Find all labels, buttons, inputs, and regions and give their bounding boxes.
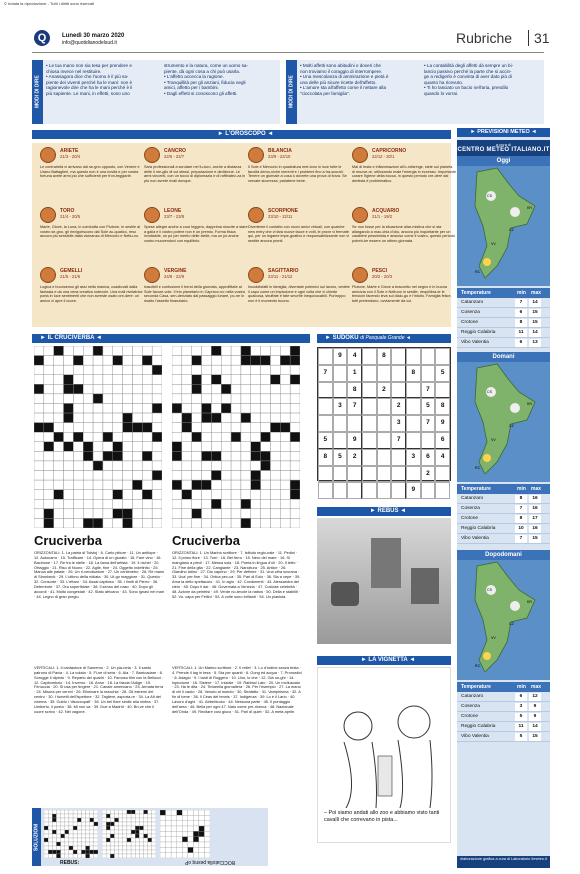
vignetta-title: ► LA VIGNETTA ◄ bbox=[317, 656, 451, 665]
sudoku-cell[interactable] bbox=[362, 348, 377, 365]
sudoku-cell[interactable] bbox=[406, 382, 421, 399]
sudoku-cell[interactable]: 7 bbox=[421, 382, 436, 399]
modi-di-dire-column: strumento e la natura, come un uomo sa- piente, dà ogni cosa a chi può usarla. • L'affetto accecca la ragione. • Tranquillità per gli anziani, fiducia negli amici, affetto per i bambini. • Dagli effetti si conoscono gli affetti. bbox=[164, 63, 249, 96]
sudoku-cell[interactable] bbox=[318, 398, 333, 415]
zodiac-icon bbox=[144, 207, 160, 223]
sudoku-cell[interactable]: 8 bbox=[318, 449, 333, 466]
city-name: Vibo Valentia bbox=[461, 340, 489, 345]
zodiac-icon bbox=[40, 207, 56, 223]
issue-date: Lunedì 30 marzo 2020 bbox=[62, 33, 125, 39]
page-number: 31 bbox=[528, 30, 550, 46]
sign-text: Logica e buonsenso gli assi nella manica, coadiuvati dalla fantasia e da una vena creativa notevole. Una mail rivelatrice porta in luce sentimenti che non avreste osato cre-dere: un amico vi apre il cuore. bbox=[40, 285, 143, 304]
city-name: Vibo Valentia bbox=[461, 734, 489, 739]
sudoku-cell[interactable] bbox=[318, 415, 333, 432]
temp-min: 3 bbox=[515, 703, 527, 711]
sudoku-cell[interactable] bbox=[347, 415, 362, 432]
copyright-notice: © riotata la riproduzione - Tutti i diritti sono riservati bbox=[4, 1, 95, 6]
map-label-vv: VV bbox=[491, 636, 496, 640]
sudoku-cell[interactable] bbox=[421, 348, 436, 365]
temp-max: 16 bbox=[529, 525, 541, 533]
crossword-grid-1[interactable] bbox=[34, 346, 162, 528]
sign-dates: 21/3 - 20/4 bbox=[60, 154, 81, 159]
zodiac-icon bbox=[40, 267, 56, 283]
zodiac-icon bbox=[352, 147, 368, 163]
sudoku-cell[interactable]: 6 bbox=[435, 432, 450, 449]
temp-max: 15 bbox=[529, 733, 541, 741]
city-name: Cosenza bbox=[461, 506, 480, 511]
rebus-figure-icon bbox=[371, 538, 401, 588]
city-name: Catanzaro bbox=[461, 300, 484, 305]
crossword-grid-2[interactable] bbox=[172, 346, 300, 528]
horoscope-sign-scorpione bbox=[248, 207, 352, 265]
temperature-row bbox=[457, 338, 550, 348]
zodiac-icon bbox=[248, 147, 264, 163]
horoscope-sign-gemelli bbox=[40, 267, 144, 325]
sudoku-cell[interactable] bbox=[347, 482, 362, 499]
temp-max: 14 bbox=[529, 723, 541, 731]
crossword-2-clues-vertical: VERTICALI: 1. Un Marino scrittore · 2. Il relief · 3. Lo d'ordine senza testa · 4. Prende il lag in tesa · 5. Sta per quanti · 6. Gong ed acqua · 7. Pronostici · 8. Adagio · 9. I tanti di Ruggero · 10. Uno, io che · 12. Già un-ghi · 14. Ispiccione · 16. Sistere · 17. Iniziale · 19. Rabbia! Lato · 20. Un molluscato · 23. Ha le dita · 24. Tintarella giornaliera · 26. Per l'esempio · 27. La mano di chi il cauto · 28. Venuto al mondo · 30. Strafatto · 31. Vampirisma · 32. A fin di bene · 36. Il Ceas del tennis · 37. Indigenza · 39. Lo è il Lario · 40. Lavoro d'aghi · 41. Abbellicoso · 44. Nessuna parte · 45. Il puntaggio dell'area · 46. Bella per ogni 47. Nato come pre-ricerca · 48. Nazionale dell'Onda · 49. Recitare cosi gioco · 51. Pari di quiet · 52. A metà aprile. bbox=[172, 665, 302, 714]
sudoku-cell[interactable] bbox=[333, 482, 348, 499]
sudoku-cell[interactable] bbox=[362, 482, 377, 499]
cartoon-image bbox=[317, 667, 451, 843]
sudoku-cell[interactable]: 8 bbox=[435, 398, 450, 415]
sign-dates: 21/4 - 20/5 bbox=[60, 214, 81, 219]
sign-name: SAGITTARIO bbox=[268, 268, 299, 274]
temperature-header: Temperature min max bbox=[457, 484, 550, 494]
temperature-row bbox=[457, 722, 550, 732]
sudoku-cell[interactable]: 8 bbox=[406, 365, 421, 382]
forecast-day-label: Domani bbox=[457, 352, 550, 362]
modi-di-dire-tag: MODI DI DIRE bbox=[32, 60, 43, 124]
city-name: Reggio Calabria bbox=[461, 330, 496, 335]
sudoku-cell[interactable]: 7 bbox=[318, 365, 333, 382]
sign-text: Divertente il contatto con nuovi amici virtuali, con qualche new entry che vi farà nuove facce e volti, le prove vi fermate qui, per un legame impe-gnativo e responsabilizzante non vi sentite ancora pronti. bbox=[248, 225, 350, 244]
crossword-2-clues-horizontal: ORIZZONTALI: 1. Un Marino scrittore · 7. Istituto regio-nale · 11. Pedini · 12. Il primo fiore · 13. Torri · 16. Bel ferro · 15. Nero del mare · 16. Si mangiano a piedi · 17. Messa sola · 18. Poeta in lingua d'oil · 20. Il tetto · 21. Fine della gita · 22. Cangiante · 23. Nancitura · 25. Antice · 26. Giardino latino · 27. Dio caprino · 29. Per definire · 31. Una cifra sovrana · 33. Uva' per fine · 34. Ortica pec-ca · 35. Pari di Eolo · 36. Sia a vepe · 39. Ama la dello spettacolo · 41. In agio · 42. Condimenti · 43. Alessandra del cielo · 45. Dopo il dai · 46. Governata a Venezia · 47. Costose celebrità · 48. Azione da peintrisi · 49. Verde no-tevole la nativa · 50. Della e stabiliti · 52. Vo. capa per Fellini · 53. A volte sono brillanti · 54. Un pianista. bbox=[172, 550, 301, 599]
map-label-cz: CZ bbox=[509, 228, 514, 232]
temp-min: 5 bbox=[515, 713, 527, 721]
sudoku-cell[interactable]: 7 bbox=[347, 398, 362, 415]
sudoku-title: ► SUDOKU di Pasquale Grande ◄ bbox=[317, 334, 451, 343]
city-name: Catanzaro bbox=[461, 496, 484, 501]
solution-sudoku bbox=[160, 810, 210, 858]
sudoku-cell[interactable] bbox=[406, 398, 421, 415]
forecast-day-label: Dopodomani bbox=[457, 550, 550, 560]
map-label-rc: RC bbox=[475, 664, 481, 668]
zodiac-icon bbox=[352, 267, 368, 283]
city-name: Crotone bbox=[461, 320, 479, 325]
sign-name: TORO bbox=[60, 208, 75, 214]
map-label-rc: RC bbox=[475, 466, 481, 470]
sudoku-cell[interactable] bbox=[318, 466, 333, 483]
sign-name: VERGINE bbox=[164, 268, 187, 274]
sign-name: BILANCIA bbox=[268, 148, 292, 154]
temp-min: 7 bbox=[515, 535, 527, 543]
sudoku-cell[interactable] bbox=[391, 348, 406, 365]
zodiac-icon bbox=[352, 207, 368, 223]
city-name: Reggio Calabria bbox=[461, 526, 496, 531]
sign-dates: 23/10 - 22/11 bbox=[268, 214, 293, 219]
solution-grid-1 bbox=[44, 810, 98, 858]
temperature-row bbox=[457, 318, 550, 328]
temperature-header: Temperature min max bbox=[457, 682, 550, 692]
horoscope-sign-pesci bbox=[352, 267, 456, 325]
sudoku-cell[interactable] bbox=[435, 466, 450, 483]
temperature-row bbox=[457, 702, 550, 712]
sudoku-cell[interactable] bbox=[406, 432, 421, 449]
sudoku-cell[interactable] bbox=[362, 432, 377, 449]
horoscope-sign-bilancia bbox=[248, 147, 352, 205]
sign-dates: 24/8 - 22/9 bbox=[164, 274, 185, 279]
crossword-1-clues-horizontal: ORIZZONTALI: 1. La patria di Tolstoj · 6. Carlo pittore · 11. Un antilope · 12. Autocarro · 15. Trafficare · 14. Opera di un giurato · 16. Fare vino · 16. Bacinone · 17. Re tra le stelle · 18. La fama dell'artista · 19. Il nichel · 20. Ortaggio · 21. Riso di Nuoro · 22. Agile, fine · 24. Oggetto indefinito · 25. Manca alle patate · 26. Un ri-vendicatore · 27. Un centimetro · 28. Re marsi di Sironbeck · 29. L'ultimo della nidiata · 30. Ut-go maggiore · 31. Questo · 32. Consorte · 33. L'ettaro · 34. Assai capitoso · 35. I limiti di Pierro · 36. Deterrente · 37. Ora superficiale · 38. Il senso del naso · 40. Dopo gli accordi · 41. Molto congestati · 42. Stato africano · 43. Sono ignavi nei mari · 44. Legno di gran pregio. bbox=[34, 550, 164, 599]
sudoku-cell[interactable]: 2 bbox=[347, 449, 362, 466]
sign-name: ARIETE bbox=[60, 148, 79, 154]
sudoku-cell[interactable] bbox=[318, 482, 333, 499]
sudoku-grid[interactable] bbox=[317, 347, 451, 494]
map-label-cz: CZ bbox=[509, 622, 514, 626]
sudoku-cell[interactable] bbox=[362, 466, 377, 483]
rebus-solution-answer: BOCCiatolla pesnq oP bbox=[185, 859, 236, 865]
sudoku-cell[interactable] bbox=[377, 365, 392, 382]
sudoku-cell[interactable] bbox=[391, 382, 406, 399]
sudoku-cell[interactable]: 3 bbox=[391, 415, 406, 432]
sudoku-cell[interactable]: 7 bbox=[391, 432, 406, 449]
sudoku-cell[interactable]: 3 bbox=[333, 398, 348, 415]
temperature-row bbox=[457, 732, 550, 742]
sudoku-cell[interactable]: 5 bbox=[421, 398, 436, 415]
map-label-cz: CZ bbox=[509, 424, 514, 428]
sign-text: Insoddisfatti in famiglia, diventate polemici sul lavoro, vedete il capo come un impiccione e ogni volta che vi chiede qualcosa, sbuffate e fate smorfie inequivocabili. Purtroppo non è il momento buono. bbox=[248, 285, 350, 304]
sudoku-cell[interactable] bbox=[377, 398, 392, 415]
temp-max: 14 bbox=[529, 329, 541, 337]
sudoku-cell[interactable] bbox=[435, 382, 450, 399]
city-name: Crotone bbox=[461, 714, 479, 719]
sudoku-cell[interactable] bbox=[406, 466, 421, 483]
header-divider bbox=[32, 52, 544, 53]
temperature-row bbox=[457, 298, 550, 308]
sign-name: PESCI bbox=[372, 268, 388, 274]
sudoku-cell[interactable]: 6 bbox=[421, 449, 436, 466]
temp-max: 9 bbox=[529, 703, 541, 711]
calabria-map bbox=[457, 560, 550, 680]
section-title: Rubriche bbox=[456, 30, 513, 46]
crossword-1-clues-vertical: VERTICALI: 1. Il cantautore di Sanremo · 2. Un pia-neta · 3. Il santo patrono di Pavia · 4. La volata · 5. Fi-ne di sera · 6. Ala · 7. Barricadare · 8. Sorogge il dipinto · 9. Reparto dei quadri · 10. Famoso film con la Bellucci · 12. Capitombolo · 14. Inverno · 16. Anno · 18. La fascia l'Adige · 19. Fenuccia · 20. Si usa per tingere · 21. Canale americano · 23. Armata terra · 24. Misura per cerchi · 26. Eliminare la macchia · 28. Gli estremi del centro · 30. I fumetti dell'Ispettore · 32. Tagliere, asporta-re · 34. La Alt dei cinema · 35. Guido i 'disoccupati' · 36. Un bel fiore simile alla ninfea · 37. Umberto, il poeta · 38. Mi non va · 39. Due a Madrid · 40. Bri-ve che il cuore scrivo · 42. Nel vagone. bbox=[34, 665, 164, 714]
sign-dates: 23/9 - 22/10 bbox=[268, 154, 291, 159]
temperature-row bbox=[457, 692, 550, 702]
temp-min: 6 bbox=[515, 339, 527, 347]
modi-di-dire-column: • La contabilità degli affetti dà sempre un bi- lancio passivo perché la parte che si accin- ge a redigerlo è convinta di aver dato più di quanto ha ricevuto. • Ti ho lasciato un bacio nell'aria, prendilo quando lo vorrai. bbox=[424, 63, 514, 96]
crossword-2-heading: Cruciverba bbox=[172, 533, 240, 548]
sign-dates: 23/11 - 21/12 bbox=[268, 274, 293, 279]
sun-icon bbox=[483, 258, 491, 266]
sudoku-cell[interactable] bbox=[406, 415, 421, 432]
modi-di-dire-column: • Le tua mano non sia tesa per prendere e chiusa invece nel restituire. • Anassagora dice che l'uomo è il più sa- piente dei viventi perché ha le mani: non è ragionevole dire che ha le mani perché è il più sapiente. Le mani, in effetti, sono uno bbox=[46, 63, 133, 96]
sudoku-cell[interactable] bbox=[377, 482, 392, 499]
sign-name: CANCRO bbox=[164, 148, 186, 154]
sign-text: Se non fosse per la situazione allar-mistica che si sta allargando a mac-chia d'olio, ancora più inquietante per un carattere pessimista e ansioso come il vostro, questo periodo potreb-be essere un ottimo giornata. bbox=[352, 225, 455, 244]
oroscopo-title: ► L'OROSCOPO ◄ bbox=[32, 130, 451, 139]
temp-min: 8 bbox=[515, 495, 527, 503]
sudoku-cell[interactable]: 2 bbox=[391, 398, 406, 415]
modi-di-dire-tag: MODI DI DIRE bbox=[286, 60, 297, 124]
temperature-row bbox=[457, 308, 550, 318]
map-label-rc: RC bbox=[475, 270, 481, 274]
crossword-1-heading: Cruciverba bbox=[34, 533, 102, 548]
temp-max: 13 bbox=[529, 339, 541, 347]
map-label-kr: KR bbox=[527, 600, 532, 604]
zodiac-icon bbox=[40, 147, 56, 163]
sign-name: LEONE bbox=[164, 208, 182, 214]
map-label-kr: KR bbox=[527, 402, 532, 406]
sudoku-cell[interactable]: 5 bbox=[318, 432, 333, 449]
map-label-cs: CS bbox=[487, 194, 492, 198]
horoscope-sign-capricorno bbox=[352, 147, 456, 205]
horoscope-sign-cancro bbox=[144, 147, 248, 205]
solutions-tag: SOLUZIONI bbox=[32, 808, 41, 866]
temperature-header: Temperature min max bbox=[457, 288, 550, 298]
sudoku-cell[interactable] bbox=[333, 382, 348, 399]
sudoku-cell[interactable] bbox=[377, 415, 392, 432]
sudoku-cell[interactable]: 9 bbox=[435, 415, 450, 432]
sudoku-cell[interactable] bbox=[421, 365, 436, 382]
meteo-footer: elaborazione grafica a cura di Laboratorio Ilmeteo.it bbox=[457, 856, 550, 868]
sudoku-cell[interactable] bbox=[377, 449, 392, 466]
sudoku-cell[interactable] bbox=[391, 449, 406, 466]
map-label-vv: VV bbox=[491, 242, 496, 246]
sudoku-cell[interactable] bbox=[421, 432, 436, 449]
sign-dates: 21/1 - 19/2 bbox=[372, 214, 393, 219]
temp-min: 8 bbox=[515, 319, 527, 327]
cloud-icon bbox=[510, 601, 520, 611]
zodiac-icon bbox=[248, 267, 264, 283]
sudoku-cell[interactable]: 2 bbox=[421, 466, 436, 483]
rebus-image bbox=[317, 518, 451, 644]
sudoku-cell[interactable]: 1 bbox=[347, 365, 362, 382]
sudoku-cell[interactable]: 5 bbox=[435, 365, 450, 382]
rebus-solution-label: REBUS: bbox=[60, 860, 80, 866]
sudoku-cell[interactable]: 3 bbox=[406, 449, 421, 466]
temp-min: 6 bbox=[515, 309, 527, 317]
sign-text: Marte, Giove, la Luna, in combutta con Plutone, in sestile al vostro se-gno, gli rinvigoriscono dal Sole ac-quatico, reso ancora più sensibile dalla vicinanza di Mercurio e Nettu-no. bbox=[40, 225, 141, 239]
temp-min: 11 bbox=[515, 723, 527, 731]
temperature-row bbox=[457, 524, 550, 534]
sudoku-cell[interactable]: 5 bbox=[333, 449, 348, 466]
sun-icon bbox=[483, 652, 491, 660]
map-label-cs: CS bbox=[487, 390, 492, 394]
temp-max: 15 bbox=[529, 535, 541, 543]
temp-max: 16 bbox=[529, 495, 541, 503]
meteo-title: ► PREVISIONI METEO ◄ bbox=[457, 128, 550, 137]
sign-dates: 23/7 - 23/8 bbox=[164, 214, 185, 219]
temp-min: 10 bbox=[515, 525, 527, 533]
sudoku-cell[interactable] bbox=[362, 365, 377, 382]
sudoku-cell[interactable] bbox=[318, 382, 333, 399]
sudoku-cell[interactable] bbox=[333, 415, 348, 432]
city-name: Crotone bbox=[461, 516, 479, 521]
temp-min: 11 bbox=[515, 329, 527, 337]
sudoku-cell[interactable]: 9 bbox=[333, 348, 348, 365]
horoscope-sign-sagittario bbox=[248, 267, 352, 325]
sign-name: SCORPIONE bbox=[268, 208, 299, 214]
sudoku-cell[interactable] bbox=[435, 348, 450, 365]
sudoku-cell[interactable] bbox=[347, 466, 362, 483]
temp-max: 9 bbox=[529, 713, 541, 721]
cloud-icon bbox=[510, 207, 520, 217]
sudoku-cell[interactable]: 7 bbox=[421, 415, 436, 432]
sudoku-cell[interactable] bbox=[362, 382, 377, 399]
temp-max: 16 bbox=[529, 505, 541, 513]
temp-min: 7 bbox=[515, 299, 527, 307]
sign-text: Irascibili e confusione il trend della giornata, approfittate al Sole favore-vole. Il trio planetario in Capricor-no nella vostra seconda Casa, sen-denziato dal passaggio lunare, po-ne in risalto l'assetto finanziario. bbox=[144, 285, 245, 304]
sudoku-cell[interactable] bbox=[391, 365, 406, 382]
cartoon-caption: – Poi siamo andati allo zoo e abbiamo visto tanti cavalli che correvano in pista... bbox=[324, 810, 440, 823]
sudoku-cell[interactable] bbox=[391, 466, 406, 483]
sudoku-cell[interactable] bbox=[333, 365, 348, 382]
city-name: Catanzaro bbox=[461, 694, 484, 699]
temp-min: 5 bbox=[515, 733, 527, 741]
temp-min: 8 bbox=[515, 515, 527, 523]
temperature-row bbox=[457, 504, 550, 514]
sign-text: Spese allegre anche a cuor leggero, dapprima riuscite a stare a galla e il vostro potere non è un premio. Forma fisica invidiabile, un pò per merito delle stelle, ma un pò anche vostro muovendovi con equilibrio. bbox=[144, 225, 248, 244]
sign-name: GEMELLI bbox=[60, 268, 83, 274]
sudoku-cell[interactable]: 8 bbox=[377, 348, 392, 365]
sudoku-cell[interactable] bbox=[435, 482, 450, 499]
sudoku-cell[interactable] bbox=[377, 466, 392, 483]
sign-text: Mal di testa e infiammazioni all'o-rofaringe, siete sul pianeta di muove-re, utilizzando male l'energia in eccesso. Importante curare l'igiene della bocca, in questo periodo cre-dere dal dentista è problematico. bbox=[352, 165, 456, 184]
rebus-figure-icon bbox=[411, 568, 439, 604]
sign-dates: 20/2 - 20/3 bbox=[372, 274, 393, 279]
map-label-cs: CS bbox=[487, 588, 492, 592]
cruciverba-title: ► IL CRUCIVERBA ◄ bbox=[32, 334, 310, 343]
temp-min: 7 bbox=[515, 505, 527, 513]
zodiac-icon bbox=[248, 207, 264, 223]
forecast-day-label: Oggi bbox=[457, 156, 550, 166]
sudoku-cell[interactable] bbox=[362, 415, 377, 432]
sudoku-cell[interactable] bbox=[318, 348, 333, 365]
horoscope-sign-leone bbox=[144, 207, 248, 265]
map-label-kr: KR bbox=[527, 206, 532, 210]
sudoku-cell[interactable] bbox=[362, 449, 377, 466]
temperature-row bbox=[457, 712, 550, 722]
oroscopo-signs bbox=[32, 143, 456, 327]
map-label-vv: VV bbox=[491, 438, 496, 442]
modi-di-dire-column: • Molti affetti sono abitudini o doveri che non troviamo il coraggio di interrompere. • Una mescolanza di ammirazione e pietà è una delle più sicure ricette dell'affetto. • L'amore sta all'affetto come il nettare alla "cioccolata per famiglia". bbox=[300, 63, 389, 96]
calabria-map bbox=[457, 166, 550, 286]
sun-icon bbox=[483, 454, 491, 462]
sudoku-cell[interactable]: 4 bbox=[347, 348, 362, 365]
temp-max: 15 bbox=[529, 309, 541, 317]
temp-max: 15 bbox=[529, 319, 541, 327]
rebus-title: ► REBUS ◄ bbox=[317, 507, 451, 516]
sudoku-cell[interactable]: 9 bbox=[347, 432, 362, 449]
solution-grid-2 bbox=[102, 810, 156, 858]
temperature-row bbox=[457, 534, 550, 544]
sudoku-cell[interactable] bbox=[377, 432, 392, 449]
horoscope-sign-acquario bbox=[352, 207, 456, 265]
sign-name: CAPRICORNO bbox=[372, 148, 407, 154]
sign-text: Le contrarietà vi arrivano dal se-gno opposto, con Venere e Urano Battaglieri, ma questo non è una novità e per vostra fortuna avete armi più che sufficienti per fron-teggiarle. bbox=[40, 165, 140, 179]
newspaper-logo: Q bbox=[34, 30, 50, 46]
sudoku-cell[interactable] bbox=[333, 466, 348, 483]
sudoku-cell[interactable]: 4 bbox=[435, 449, 450, 466]
cartoon-drawing bbox=[318, 668, 452, 808]
sign-name: ACQUARIO bbox=[372, 208, 400, 214]
zodiac-icon bbox=[144, 147, 160, 163]
sign-dates: 22/6 - 22/7 bbox=[164, 154, 185, 159]
temp-max: 12 bbox=[529, 693, 541, 701]
horoscope-sign-toro bbox=[40, 207, 144, 265]
temp-min: 6 bbox=[515, 693, 527, 701]
city-name: Vibo Valentia bbox=[461, 536, 489, 541]
meteo-brand: a cura di CENTRO METEO ITALIANO.IT bbox=[457, 140, 550, 156]
sudoku-cell[interactable]: 9 bbox=[406, 482, 421, 499]
contact-email[interactable]: info@quotidianodelsud.it bbox=[62, 40, 117, 46]
sign-text: Plutone, Marte e Giove a braccetto nel segno e in buona amicizia con il Sole e Nettuno in sestile, riequilibra-te le tensioni facendo leva sul dialo-go e l'intuito. Famiglia felice, tutti pretendono, ovviamente da voi. bbox=[352, 285, 452, 304]
city-name: Cosenza bbox=[461, 704, 480, 709]
rebus-bag-icon bbox=[331, 582, 359, 606]
horoscope-sign-vergine bbox=[144, 267, 248, 325]
cloud-icon bbox=[510, 403, 520, 413]
horoscope-sign-ariete bbox=[40, 147, 144, 205]
sign-dates: 22/12 - 20/1 bbox=[372, 154, 395, 159]
temperature-row bbox=[457, 328, 550, 338]
calabria-map bbox=[457, 362, 550, 482]
sign-text: Sarà professionali a scrutare nel fu-turo, anche a distanza delle il me-glio di voi stessi, preparazione e dedizione. Le armi vincenti, con un tocco di diplomazia e di raffinatez-za in più non avrete rivali dunque. bbox=[144, 165, 246, 184]
sudoku-cell[interactable] bbox=[362, 398, 377, 415]
sudoku-cell[interactable] bbox=[421, 482, 436, 499]
sudoku-cell[interactable]: 8 bbox=[347, 382, 362, 399]
sudoku-cell[interactable] bbox=[406, 348, 421, 365]
zodiac-icon bbox=[144, 267, 160, 283]
sudoku-cell[interactable] bbox=[333, 432, 348, 449]
temperature-row bbox=[457, 514, 550, 524]
city-name: Reggio Calabria bbox=[461, 724, 496, 729]
sign-text: Il Sole e Mercurio in quadratura met-tono in luce tutte le facoltà demo-niche inerenti e i problemi fino a tra-scurati. Tenere un giornale a cosa ò dovrete una prova di forza. Se cercate sicurezza, parlatene bene. bbox=[248, 165, 347, 184]
sudoku-cell[interactable]: 2 bbox=[377, 382, 392, 399]
temperature-row bbox=[457, 494, 550, 504]
temp-max: 17 bbox=[529, 515, 541, 523]
city-name: Cosenza bbox=[461, 310, 480, 315]
sudoku-cell[interactable] bbox=[391, 482, 406, 499]
temp-max: 14 bbox=[529, 299, 541, 307]
sign-dates: 21/5 - 21/6 bbox=[60, 274, 81, 279]
